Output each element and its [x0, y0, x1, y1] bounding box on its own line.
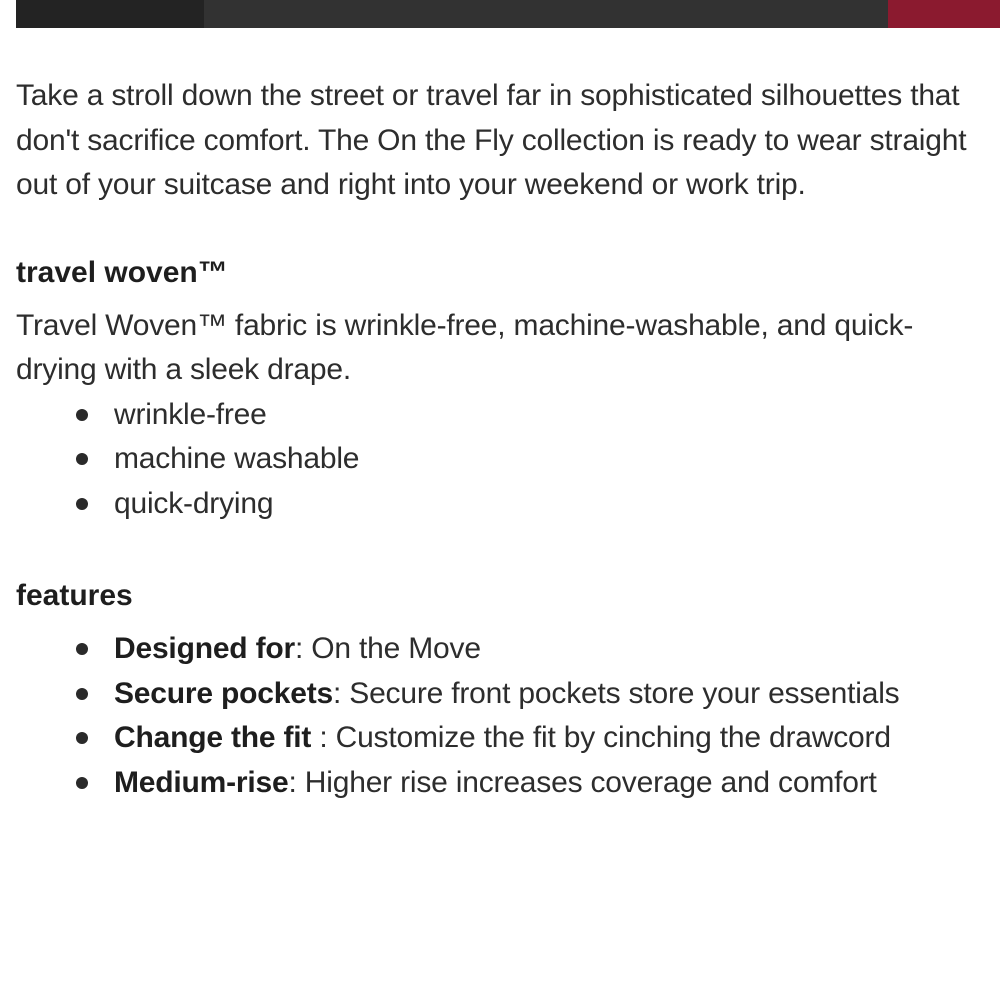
bullet-icon — [76, 453, 88, 465]
list-item — [76, 482, 988, 527]
tab-bar-segment-accent[interactable] — [888, 0, 1000, 28]
list-item-text: machine washable — [114, 442, 360, 475]
bullet-icon — [76, 643, 88, 655]
feature-value: Customize the fit by cinching the drawcord — [335, 721, 891, 754]
feature-separator: : — [332, 676, 350, 710]
list-item-text: wrinkle-free — [114, 397, 267, 431]
features-heading: features — [16, 579, 133, 612]
feature-item — [76, 627, 988, 672]
feature-separator: : — [311, 721, 336, 754]
intro-paragraph: Take a stroll down the street or travel far in sophisticated silhouettes that don't sacrifice comfort. The On the Fly collection is ready to wear straight out of your suitcase and right into your weekend or work trip. — [16, 79, 967, 201]
bullet-icon — [76, 777, 88, 789]
feature-key: Medium-rise — [114, 765, 289, 799]
feature-separator: : — [294, 632, 312, 665]
travel-woven-description: Travel Woven™ fabric is wrinkle-free, machine-washable, and quick-drying with a sleek drape. — [16, 308, 914, 386]
list-item-text: quick-drying — [114, 486, 274, 520]
feature-key: Change the fit — [114, 721, 312, 754]
feature-item — [76, 761, 988, 806]
list-item — [76, 437, 988, 482]
bullet-icon — [76, 688, 88, 700]
list-item — [76, 393, 988, 438]
travel-woven-heading: travel woven™ — [16, 255, 228, 289]
feature-value: On the Move — [311, 632, 481, 665]
feature-key: Secure pockets — [114, 676, 333, 710]
top-tab-bar — [16, 0, 1000, 28]
feature-value: Higher rise increases coverage and comfort — [304, 765, 877, 799]
feature-separator: : — [288, 765, 305, 799]
bullet-icon — [76, 498, 88, 510]
feature-key: Designed for — [114, 632, 295, 665]
travel-woven-bullets — [16, 393, 988, 527]
tab-bar-segment-middle[interactable] — [204, 0, 888, 28]
bullet-icon — [76, 409, 88, 421]
feature-value: Secure front pockets store your essentials — [349, 676, 900, 710]
features-list — [16, 627, 988, 805]
product-description — [16, 74, 988, 805]
bullet-icon — [76, 732, 88, 744]
feature-item — [76, 716, 988, 761]
tab-bar-segment-left[interactable] — [16, 0, 204, 28]
feature-item — [76, 672, 988, 717]
